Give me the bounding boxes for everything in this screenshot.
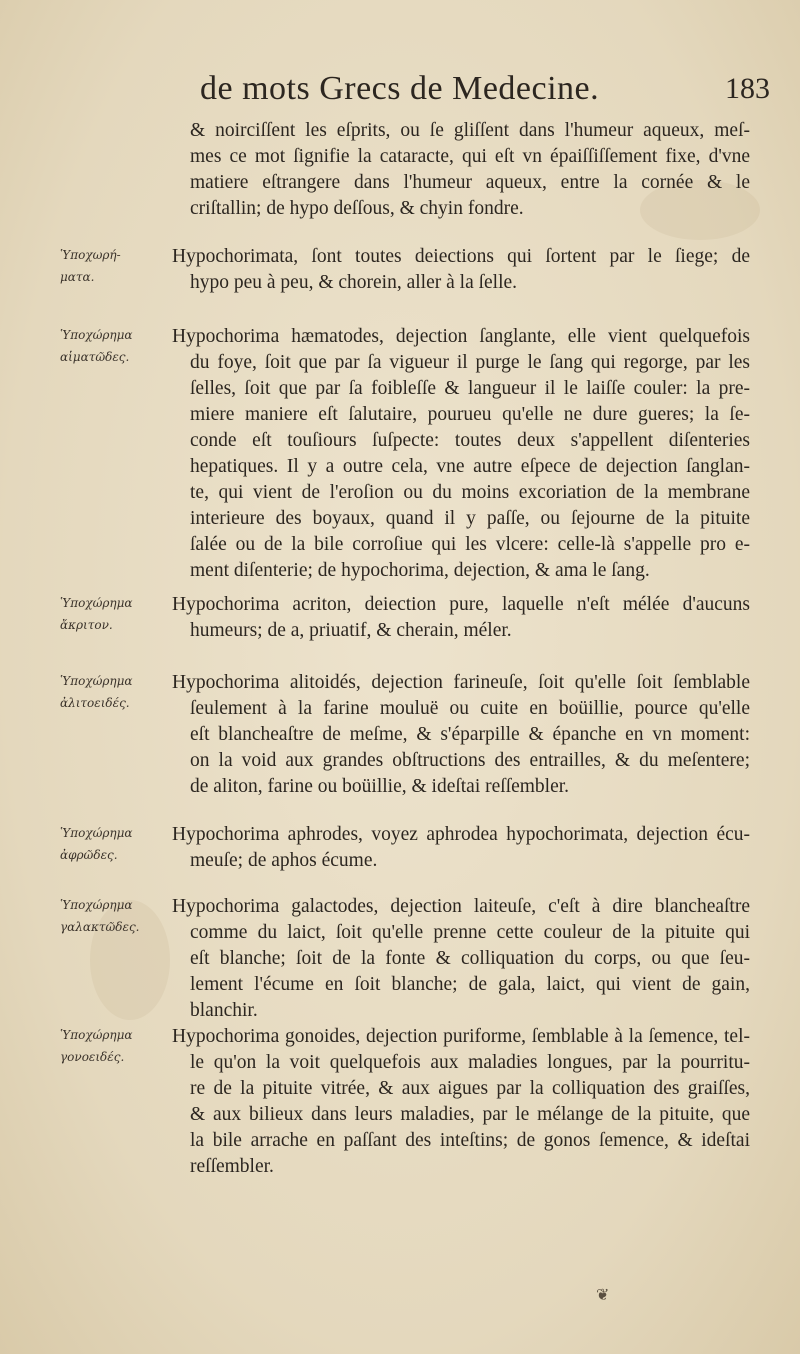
text-line: le qu'on la voit quelquefois aux maladies longues, par la pourritu- [190, 1052, 750, 1073]
text-line: la bile arrache en paſſant des inteſtins; de gonos ſemence, & ideſtai [190, 1130, 750, 1151]
greek-margin-note [60, 1024, 170, 1068]
margin-note-line: Ὑποχώρημα [60, 1028, 133, 1042]
page-number: 183 [725, 72, 770, 105]
margin-note-line: ἄκριτον. [60, 618, 113, 632]
text-line: ſelles, ſoit que par ſa foibleſſe & langueur il le laiſſe couler: la pre- [190, 378, 750, 399]
entry-text [172, 324, 750, 584]
text-line: humeurs; de a, priuatif, & cherain, méler. [190, 620, 512, 641]
text-line: on la void aux grandes obſtructions des entrailles, & du meſentere; [190, 750, 750, 771]
entry-text [172, 244, 750, 296]
text-line: blanchir. [190, 1000, 258, 1021]
text-line: interieure des boyaux, quand il y paſſe, ou ſejourne de la pituite [190, 508, 750, 529]
text-line: & noirciſſent les eſprits, ou ſe gliſſent dans l'humeur aqueux, meſ- [190, 120, 750, 141]
margin-note-line: γαλακτῶδες. [60, 920, 140, 934]
text-line: Hypochorima galactodes, dejection laiteuſe, c'eſt à dire blancheaſtre [172, 896, 750, 917]
margin-note-line: γονοειδές. [60, 1050, 125, 1064]
text-line: ment diſenterie; de hypochorima, dejection, & ama le ſang. [190, 560, 650, 581]
running-header [200, 70, 770, 120]
text-line: reſſembler. [190, 1156, 274, 1177]
margin-note-line: Ὑποχώρημα [60, 898, 133, 912]
greek-margin-note [60, 324, 170, 368]
text-line: matiere eſtrangere dans l'humeur aqueux, entre la cornée & le [190, 172, 750, 193]
text-line: ſeulement à la farine mouluë ou cuite en boüillie, pource qu'elle [190, 698, 750, 719]
text-line: Hypochorima gonoides, dejection puriforme, ſemblable à la ſemence, tel- [172, 1026, 750, 1047]
text-line: Hypochorima hæmatodes, dejection ſanglante, elle vient quelquefois [172, 326, 750, 347]
greek-margin-note [60, 894, 170, 938]
text-line: Hypochorimata, ſont toutes deiections qui ſortent par le ſiege; de [172, 246, 750, 267]
greek-margin-note [60, 822, 170, 866]
text-line: hypo peu à peu, & chorein, aller à la ſelle. [190, 272, 518, 293]
text-line: comme du laict, ſoit qu'elle prenne cette couleur de la pituite qui [190, 922, 750, 943]
margin-note-line: ματα. [60, 270, 95, 284]
text-line: miere maniere eſt ſalutaire, pourueu qu'elle ne dure gueres; la ſe- [190, 404, 750, 425]
running-title: de mots Grecs de Medecine. [200, 70, 600, 107]
text-line: de aliton, farine ou boüillie, & ideſtai reſſembler. [190, 776, 570, 797]
ornament-icon: ❦ [596, 1285, 610, 1304]
entry-text [172, 592, 750, 644]
text-line: re de la pituite vitrée, & aux aigues par la colliquation des graiſſes, [190, 1078, 750, 1099]
greek-margin-note [60, 592, 170, 636]
margin-note-line: Ὑποχώρημα [60, 826, 133, 840]
margin-note-line: Ὑποχώρημα [60, 596, 133, 610]
text-line: Hypochorima acriton, deiection pure, laquelle n'eſt mélée d'aucuns [172, 594, 750, 615]
entry-text [172, 894, 750, 1024]
margin-note-line: ἀφρῶδες. [60, 848, 118, 862]
text-line: meuſe; de aphos écume. [190, 850, 378, 871]
text-line: te, qui vient de l'eroſion ou du moins excoriation de la membrane [190, 482, 750, 503]
text-line: conde eſt touſiours ſuſpecte: toutes deux s'appellent diſenteries [190, 430, 750, 451]
text-line: mes ce mot ſignifie la cataracte, qui eſt vn épaiſſiſſement fixe, d'vne [190, 146, 750, 167]
entry-text [172, 822, 750, 874]
text-line: eſt blancheaſtre de meſme, & s'éparpille & épanche en vn moment: [190, 724, 750, 745]
margin-note-line: ἀλιτοειδές. [60, 696, 130, 710]
margin-note-line: αἱματῶδες. [60, 350, 130, 364]
entry-text [190, 118, 750, 222]
text-line: ſalée ou de la bile corroſiue qui les vlcere: celle-là s'appelle pro e- [190, 534, 750, 555]
margin-note-line: Ὑποχωρή- [60, 248, 121, 262]
entry-text [172, 670, 750, 800]
text-line: criſtallin; de hypo deſſous, & chyin fondre. [190, 198, 524, 219]
margin-note-line: Ὑποχώρημα [60, 328, 133, 342]
text-line: hepatiques. Il y a outre cela, vne autre eſpece de dejection ſanglan- [190, 456, 750, 477]
greek-margin-note [60, 244, 170, 288]
text-line: eſt blanche; ſoit de la fonte & colliquation du corps, ou que ſeu- [190, 948, 750, 969]
entry-text [172, 1024, 750, 1180]
text-line: & aux bilieux dans leurs maladies, par le mélange de la pituite, que [190, 1104, 750, 1125]
greek-margin-note [60, 670, 170, 714]
text-line: lement l'écume en ſoit blanche; de gala, laict, qui vient de gain, [190, 974, 750, 995]
text-line: Hypochorima aphrodes, voyez aphrodea hypochorimata, dejection écu- [172, 824, 750, 845]
text-line: Hypochorima alitoidés, dejection farineuſe, ſoit qu'elle ſoit ſemblable [172, 672, 750, 693]
margin-note-line: Ὑποχώρημα [60, 674, 133, 688]
text-line: du foye, ſoit que par ſa vigueur il purge le ſang qui regorge, par les [190, 352, 750, 373]
